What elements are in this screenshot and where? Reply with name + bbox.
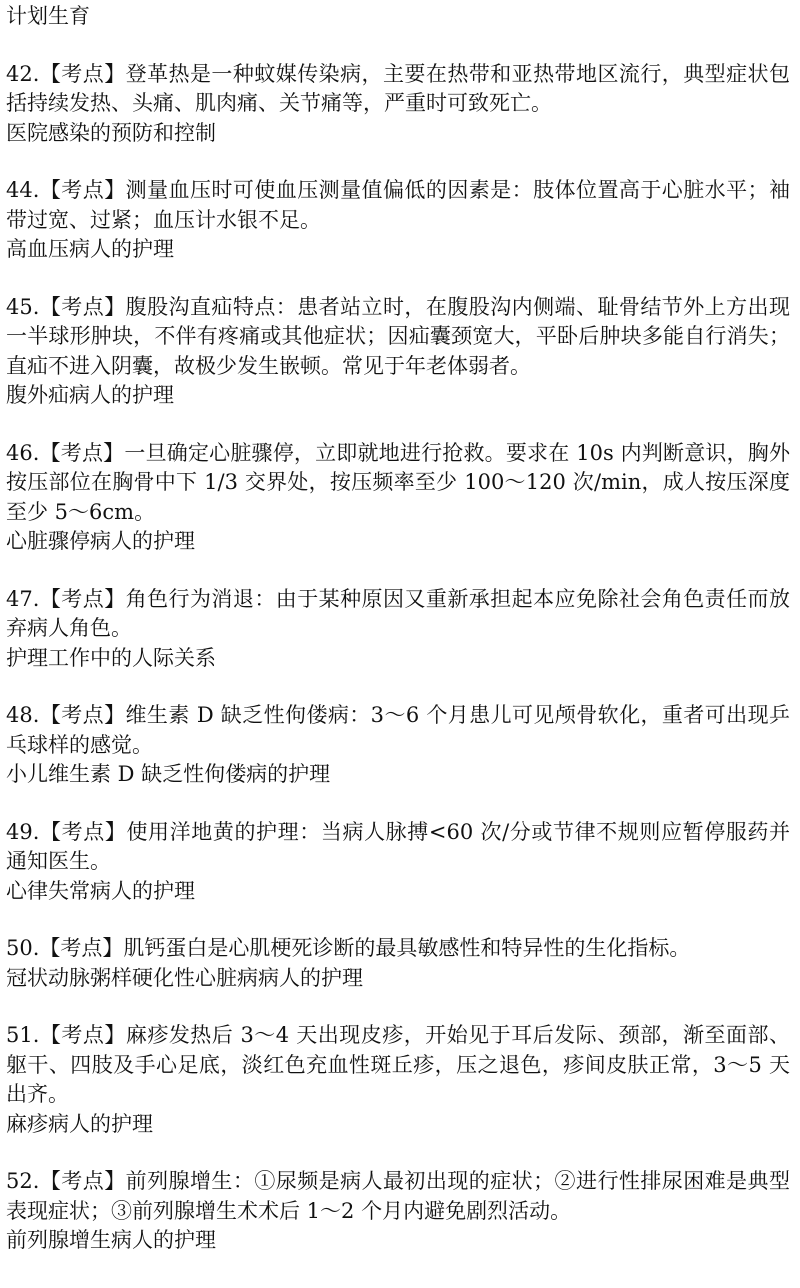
entry-tag: 【考点】 [39,1169,126,1193]
entry-number: 45. [6,294,40,319]
entry-category: 麻疹病人的护理 [6,1111,153,1136]
entry-text [6,818,790,877]
entry-text [6,60,790,119]
entry-tag: 【考点】 [39,178,126,202]
entry-body: 测量血压时可使血压测量值偏低的因素是：肢体位置高于心脏水平；袖带过宽、过紧；血压计水银不足。 [6,178,791,232]
entry-body: 肌钙蛋白是心肌梗死诊断的最具敏感性和特异性的生化指标。 [123,936,691,960]
entry-block [6,1167,790,1256]
entry-tag: 【考点】 [39,61,126,86]
entry-tag: 【考点】 [39,819,127,844]
entry-category: 腹外疝病人的护理 [6,383,174,407]
entry-category: 护理工作中的人际关系 [6,645,216,670]
entry-block [6,439,790,557]
entry-number: 48. [6,703,40,727]
entry-category: 心脏骤停病人的护理 [6,529,195,553]
entry-block [6,60,790,149]
entry-body: 麻疹发热后 3～4 天出现皮疹，开始见于耳后发际、颈部，渐至面部、躯干、四肢及手心足底，淡红色充血性斑丘疹，压之退色，疹间皮肤正常，3～5 天出齐。 [6,1023,790,1106]
entry-number: 50. [6,936,40,960]
entry-tag: 【考点】 [39,440,125,465]
entry-category: 小儿维生素 D 缺乏性佝偻病的护理 [6,762,331,786]
entry-number: 52. [6,1169,40,1193]
entry-text [6,701,790,760]
entry-body: 一旦确定心脏骤停，立即就地进行抢救。要求在 10s 内判断意识，胸外按压部位在胸骨中下 1/3 交界处，按压频率至少 100～120 次/min，成人按压深度至少 5～6cm。 [6,440,790,524]
entry-tag: 【考点】 [39,586,126,611]
top-category-label: 计划生育 [6,4,90,28]
entry-body: 腹股沟直疝特点：患者站立时，在腹股沟内侧端、耻骨结节外上方出现一半球形肿块，不伴有疼痛或其他症状；因疝囊颈宽大，平卧后肿块多能自行消失；直疝不进入阴囊，故极少发生嵌顿。常见于年老体弱者。 [6,294,791,378]
entry-text [6,585,790,644]
entry-category: 高血压病人的护理 [6,237,174,261]
entry-number: 47. [6,586,40,611]
entry-tag: 【考点】 [39,703,126,727]
entry-text [6,1167,790,1226]
entries-list [6,60,790,1256]
entry-body: 前列腺增生：①尿频是病人最初出现的症状；②进行性排尿困难是典型表现症状；③前列腺增生术术后 1～2 个月内避免剧烈活动。 [6,1169,791,1223]
entry-tag: 【考点】 [39,936,124,960]
entry-block [6,1021,790,1139]
entry-category: 冠状动脉粥样硬化性心脏病病人的护理 [6,965,363,990]
entry-category: 心律失常病人的护理 [6,878,195,903]
entry-text [6,934,790,964]
entry-text [6,293,790,382]
entry-category: 前列腺增生病人的护理 [6,1228,216,1252]
entry-block [6,176,790,265]
entry-number: 51. [6,1023,40,1047]
entry-block [6,818,790,907]
entry-body: 登革热是一种蚊媒传染病，主要在热带和亚热带地区流行，典型症状包括持续发热、头痛、肌肉痛、关节痛等，严重时可致死亡。 [6,61,791,115]
entry-block [6,701,790,790]
entry-tag: 【考点】 [39,294,126,319]
entry-number: 49. [6,819,40,844]
entry-text [6,1021,790,1110]
entry-body: 使用洋地黄的护理：当病人脉搏<60 次/分或节律不规则应暂停服药并通知医生。 [6,819,791,873]
entry-category: 医院感染的预防和控制 [6,120,216,145]
entry-number: 42. [6,61,40,86]
entry-number: 44. [6,178,40,202]
entry-text [6,176,790,235]
entry-body: 角色行为消退：由于某种原因又重新承担起本应免除社会角色责任而放弃病人角色。 [6,586,791,640]
entry-number: 46. [6,440,40,465]
entry-text [6,439,790,528]
entry-body: 维生素 D 缺乏性佝偻病：3～6 个月患儿可见颅骨软化，重者可出现乒乓球样的感觉。 [6,703,790,757]
entry-block [6,585,790,674]
entry-block [6,934,790,993]
entry-block [6,293,790,411]
entry-tag: 【考点】 [39,1023,126,1047]
